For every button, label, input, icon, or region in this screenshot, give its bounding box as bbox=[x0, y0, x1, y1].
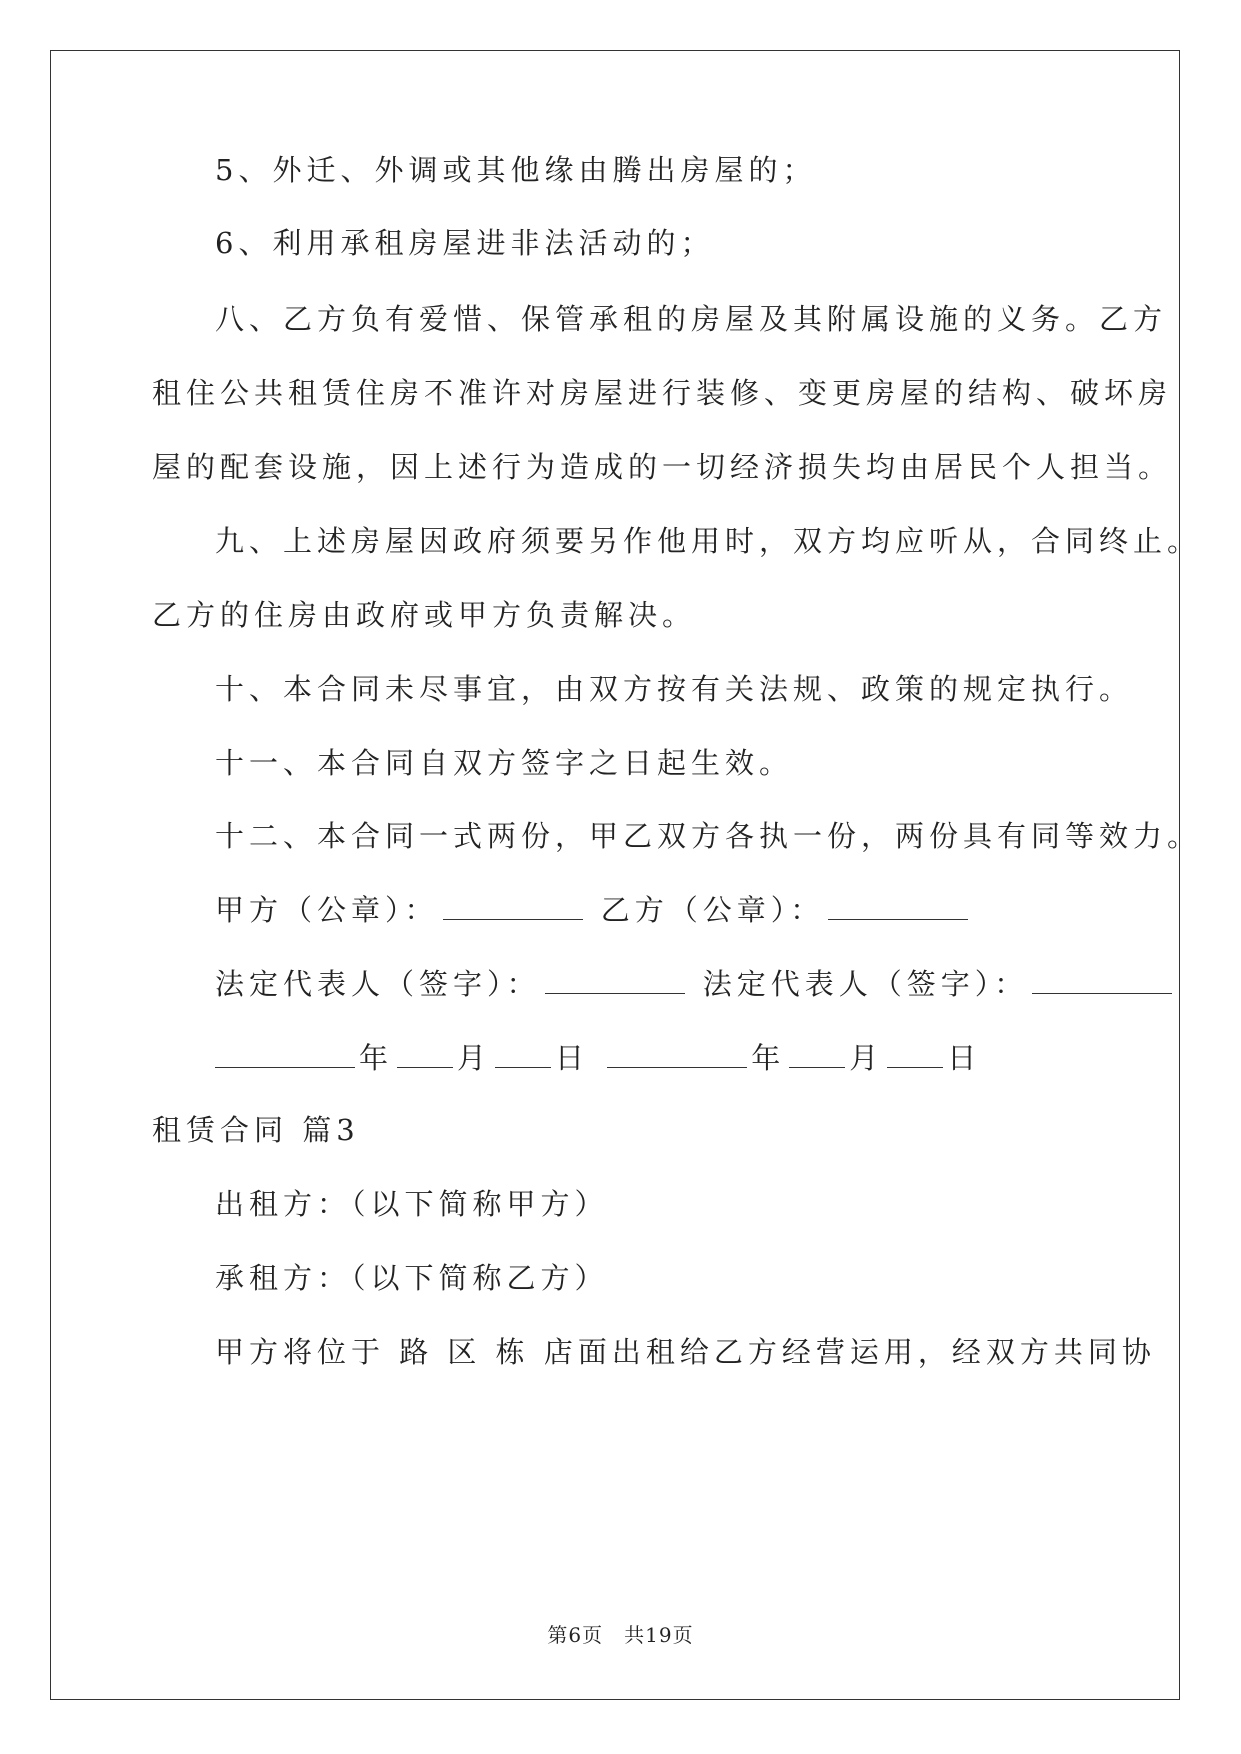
page-border bbox=[50, 50, 1180, 1700]
party-b-rep-blank bbox=[1032, 965, 1172, 994]
seal-line bbox=[215, 890, 972, 930]
month-label: 月 bbox=[457, 1041, 492, 1075]
lessor-line: 出租方：（以下简称甲方） bbox=[215, 1187, 609, 1221]
section-heading: 租赁合同 篇3 bbox=[152, 1113, 360, 1147]
intro-line: 甲方将位于 路 区 栋 店面出租给乙方经营运用，经双方共同协 bbox=[215, 1335, 1156, 1369]
page-footer: 第6页 共19页 bbox=[547, 1623, 694, 1647]
party-b-year-blank bbox=[607, 1039, 747, 1068]
party-a-year-blank bbox=[215, 1039, 355, 1068]
party-b-seal-label: 乙方（公章）： bbox=[600, 893, 825, 927]
representative-line bbox=[215, 964, 1176, 1004]
paragraph-line: 6、利用承租房屋进非法活动的； bbox=[215, 226, 715, 260]
paragraph-line: 5、外迁、外调或其他缘由腾出房屋的； bbox=[215, 153, 817, 187]
paragraph-line: 乙方的住房由政府或甲方负责解决。 bbox=[152, 598, 697, 632]
paragraph-line: 屋的配套设施，因上述行为造成的一切经济损失均由居民个人担当。 bbox=[152, 450, 1173, 484]
party-a-seal-blank bbox=[443, 891, 583, 920]
day-label: 日 bbox=[555, 1041, 590, 1075]
year-label: 年 bbox=[359, 1041, 394, 1075]
year-label: 年 bbox=[751, 1041, 786, 1075]
party-a-rep-label: 法定代表人（签字）： bbox=[215, 967, 541, 1001]
party-b-seal-blank bbox=[828, 891, 968, 920]
party-a-seal-label: 甲方（公章）： bbox=[215, 893, 439, 927]
month-label: 月 bbox=[849, 1041, 884, 1075]
paragraph-line: 九、上述房屋因政府须要另作他用时，双方均应听从，合同终止。 bbox=[215, 524, 1202, 558]
paragraph-line: 租住公共租赁住房不准许对房屋进行装修、变更房屋的结构、破坏房 bbox=[152, 376, 1173, 410]
party-b-day-blank bbox=[887, 1039, 943, 1068]
date-line bbox=[215, 1038, 981, 1078]
paragraph-line: 十一、本合同自双方签字之日起生效。 bbox=[215, 746, 794, 780]
paragraph-line: 十、本合同未尽事宜，由双方按有关法规、政策的规定执行。 bbox=[215, 672, 1134, 706]
party-a-day-blank bbox=[495, 1039, 551, 1068]
party-b-month-blank bbox=[789, 1039, 845, 1068]
paragraph-line: 八、乙方负有爱惜、保管承租的房屋及其附属设施的义务。乙方 bbox=[215, 302, 1168, 336]
paragraph-line: 十二、本合同一式两份，甲乙双方各执一份，两份具有同等效力。 bbox=[215, 819, 1202, 853]
party-a-rep-blank bbox=[545, 965, 685, 994]
party-b-rep-label: 法定代表人（签字）： bbox=[702, 967, 1029, 1001]
party-a-month-blank bbox=[397, 1039, 453, 1068]
lessee-line: 承租方：（以下简称乙方） bbox=[215, 1261, 609, 1295]
day-label: 日 bbox=[947, 1041, 982, 1075]
